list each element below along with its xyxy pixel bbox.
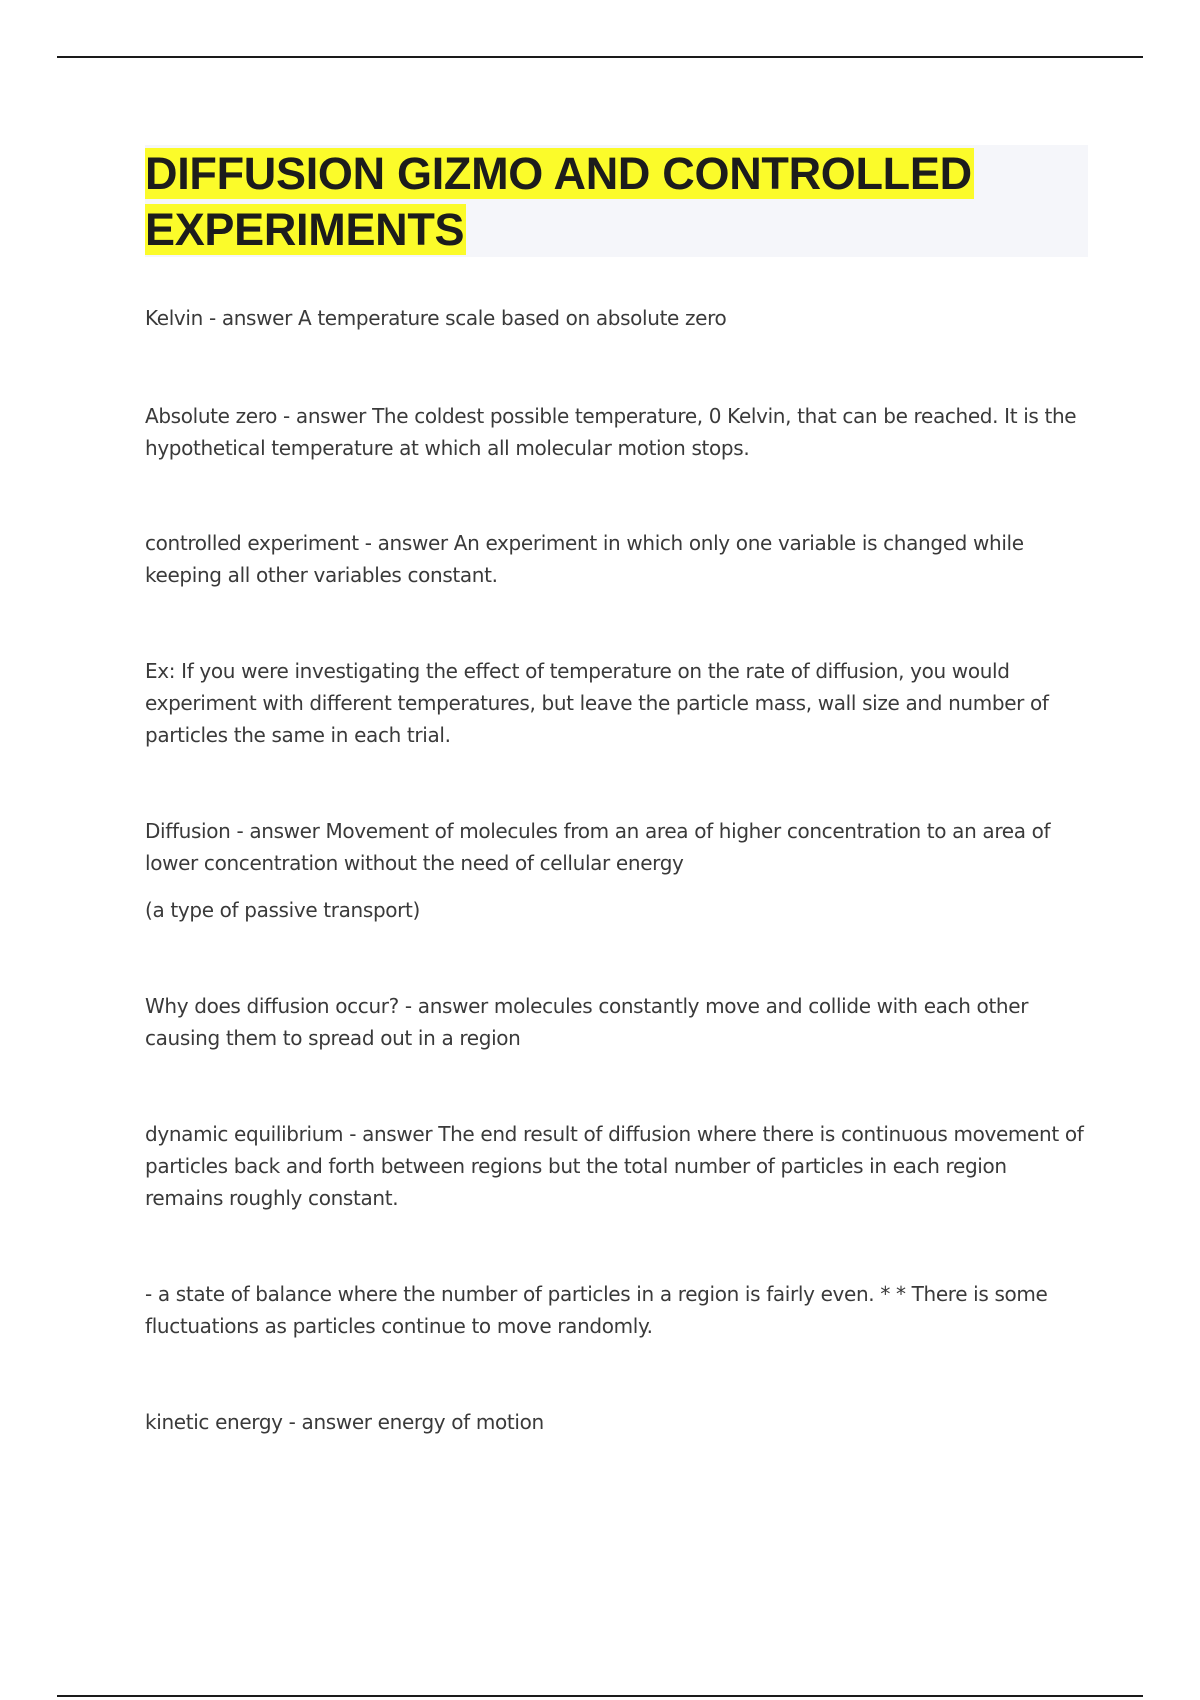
entry-controlled-experiment: controlled experiment - answer An experiment in which only one variable is changed while keeping all other variables constant. xyxy=(145,531,1024,587)
entry-dynamic-equilibrium: dynamic equilibrium - answer The end result of diffusion where there is continuous movement of particles back and forth between regions but the total number of particles in each region remains roughly constant. xyxy=(145,1122,1084,1210)
bottom-rule xyxy=(57,1695,1143,1697)
top-rule xyxy=(57,56,1143,58)
entry-diffusion: Diffusion - answer Movement of molecules from an area of higher concentration to an area of lower concentration without the need of cellular energy xyxy=(145,819,1051,875)
entry-example: Ex: If you were investigating the effect of temperature on the rate of diffusion, you would experiment with different temperatures, but leave the particle mass, wall size and number of particles the same in each trial. xyxy=(145,659,1049,747)
entry-state-of-balance: - a state of balance where the number of particles in a region is fairly even. * * There is some fluctuations as particles continue to move randomly. xyxy=(145,1282,1048,1338)
document-title xyxy=(145,146,1088,258)
entry-kinetic-energy: kinetic energy - answer energy of motion xyxy=(145,1410,544,1434)
entry-passive-transport: (a type of passive transport) xyxy=(145,898,420,922)
entry-why-diffusion: Why does diffusion occur? - answer molecules constantly move and collide with each other causing them to spread out in a region xyxy=(145,994,1029,1050)
entry-kelvin: Kelvin - answer A temperature scale based on absolute zero xyxy=(145,306,727,330)
title-highlight: DIFFUSION GIZMO AND CONTROLLED EXPERIMENTS xyxy=(145,148,972,255)
entry-absolute-zero: Absolute zero - answer The coldest possible temperature, 0 Kelvin, that can be reached. It is the hypothetical temperature at which all molecular motion stops. xyxy=(145,404,1077,460)
